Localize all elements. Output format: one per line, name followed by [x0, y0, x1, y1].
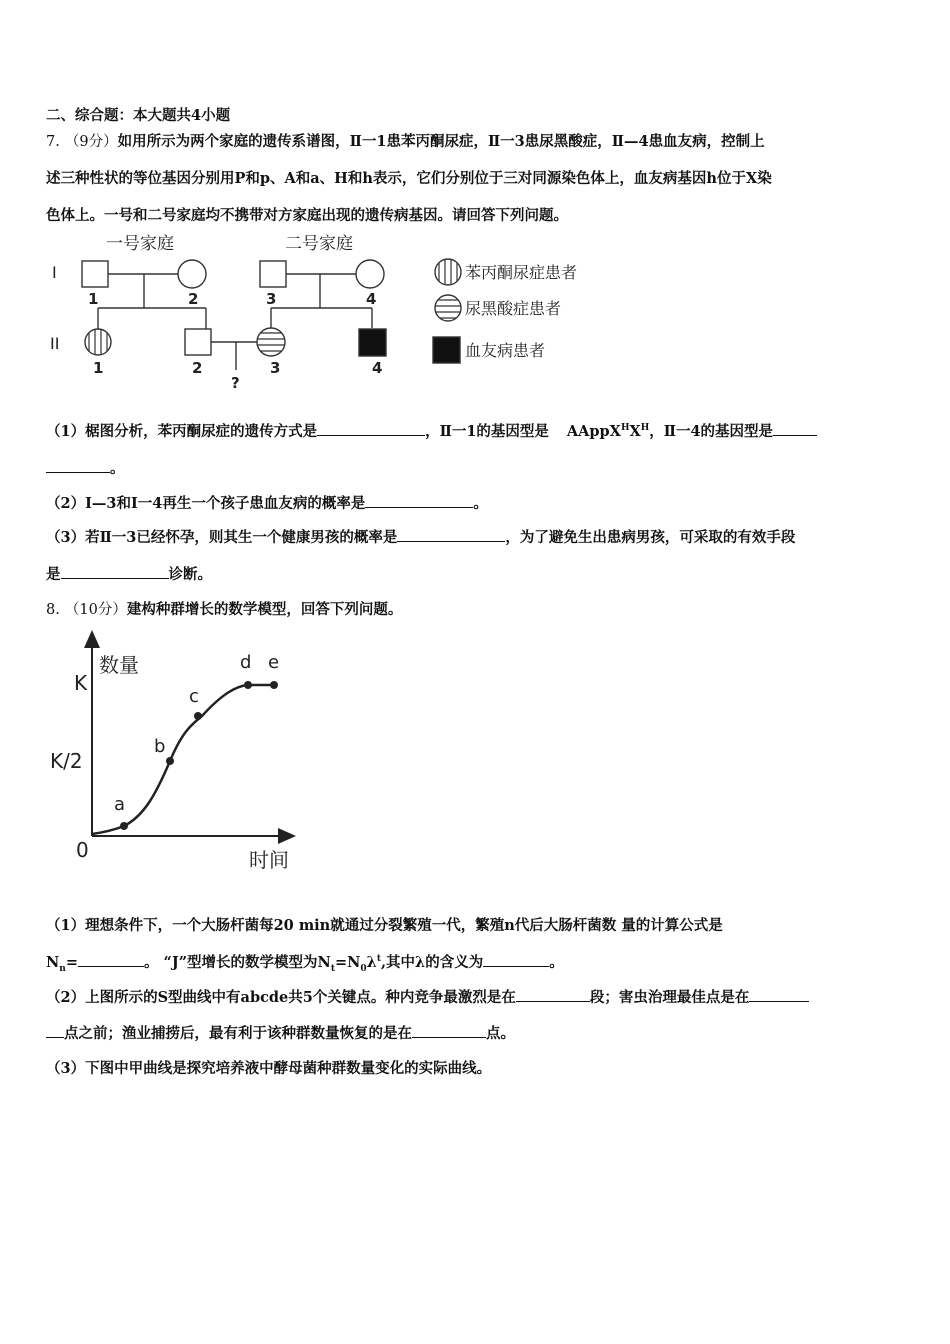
q7-sub1-text-c: ，Ⅱ一4的基因型是	[649, 423, 774, 440]
q7-sub1-blank-2-cont[interactable]	[46, 458, 110, 473]
q7-intro-1: 如用所示为两个家庭的遗传系谱图，Ⅱ一1患苯丙酮尿症，Ⅱ一3患尿黑酸症，Ⅱ—4患血友病，控制上	[117, 133, 765, 150]
q8-sub2-blank-2[interactable]	[749, 987, 809, 1002]
gen-i-label: I	[52, 263, 57, 282]
q7-sub3-line-2	[46, 563, 212, 584]
q8-intro-line	[46, 598, 402, 619]
q7-sub3-text-a: （3）若Ⅱ一3已经怀孕，则其生一个健康男孩的概率是	[46, 529, 398, 546]
label-i1: 1	[88, 290, 99, 308]
q8-score: （10分）	[64, 602, 127, 618]
y-axis-label: 数量	[99, 653, 139, 677]
legend-alkaptonuria-symbol	[435, 295, 461, 321]
label-i3: 3	[266, 290, 277, 308]
label-ii2: 2	[192, 359, 203, 377]
q7-intro-3: 色体上。一号和二号家庭均不携带对方家庭出现的遗传病基因。请回答下列问题。	[46, 207, 568, 224]
k-half-label: K/2	[50, 749, 83, 773]
q7-sub3-text-b: ，为了避免生出患病男孩，可采取的有效手段	[505, 529, 796, 546]
point-b	[166, 757, 174, 765]
f1-i2-female	[178, 260, 206, 288]
f2-i4-female	[356, 260, 384, 288]
q8-number: 8.	[46, 602, 60, 618]
q7-sub1-line	[46, 420, 817, 441]
q7-sub1-blank-1[interactable]	[317, 421, 425, 436]
label-ii3: 3	[270, 359, 281, 377]
f2-ii4-hemophilia-male	[359, 329, 386, 356]
point-c-label: c	[189, 686, 199, 707]
q8-sub1-line: （1）理想条件下，一个大肠杆菌每20 min就通过分裂繁殖一代，繁殖n代后大肠杆菌数 量的计算公式是	[46, 917, 723, 934]
f2-i3-male	[260, 261, 286, 287]
label-i2: 2	[188, 290, 199, 308]
q8-sub2-line-2: 点之前；渔业捕捞后，最有利于该种群数量恢复的是在 点。	[46, 1022, 515, 1043]
f1-i1-male	[82, 261, 108, 287]
q7-score: （9分）	[64, 134, 118, 150]
legend-hemophilia-label: 血友病患者	[465, 341, 546, 360]
origin-label: 0	[76, 838, 89, 862]
q7-sub3-text-c: 是	[46, 566, 61, 583]
q7-number: 7.	[46, 134, 60, 150]
gen-ii-label: II	[50, 334, 60, 353]
pedigree-diagram	[44, 230, 604, 394]
q7-sub3-blank-1[interactable]	[397, 527, 505, 542]
x-axis-label: 时间	[249, 848, 289, 872]
q7-sub3-text-d: 诊断。	[168, 566, 212, 583]
q8-sub1-blank-1[interactable]	[78, 952, 144, 967]
point-a-label: a	[114, 794, 126, 815]
f1-ii2-male	[185, 329, 211, 355]
q7-sub1-genotype: $AAppX^HX^H$	[566, 423, 650, 440]
q7-sub1-text-a: （1）椐图分析，苯丙酮尿症的遗传方式是	[46, 423, 318, 440]
legend-pku-label: 苯丙酮尿症患者	[465, 263, 578, 282]
q7-sub3-blank-2[interactable]	[61, 564, 169, 579]
q8-sub2-blank-1[interactable]	[516, 987, 590, 1002]
q7-intro-2: 述三种性状的等位基因分别用P和p、A和a、H和h表示，它们分别位于三对同源染色体上，血友病基因h位于X染	[46, 170, 772, 187]
q7-sub1-line-2	[46, 457, 125, 478]
q7-sub2-line	[46, 492, 488, 513]
q7-sub2-blank[interactable]	[365, 493, 473, 508]
point-a	[120, 822, 128, 830]
family2-title: 二号家庭	[285, 234, 353, 254]
section-header: 二、综合题：本大题共4小题	[46, 107, 231, 124]
s-curve-graph	[44, 624, 314, 880]
q8-sub1-blank-2[interactable]	[483, 952, 549, 967]
k-label: K	[74, 671, 88, 695]
q8-sub1-line-2: $N_n=$ 。 “J”型增长的数学模型为$N_t=N_0\lambda^t$,其中λ的含义为 。	[46, 954, 564, 974]
label-ii1: 1	[93, 359, 104, 377]
q7-intro-line-1	[46, 130, 765, 151]
f2-ii3-alkaptonuria-female	[257, 328, 285, 356]
point-c	[194, 712, 202, 720]
family1-title: 一号家庭	[106, 234, 174, 254]
point-e-label: e	[268, 652, 280, 673]
point-b-label: b	[154, 736, 166, 757]
q7-sub1-text-b: ，Ⅱ一1的基因型是	[425, 423, 549, 440]
label-ii4: 4	[372, 359, 383, 377]
legend-hemophilia-symbol	[433, 337, 460, 363]
q8-sub2-line: （2）上图所示的S型曲线中有abcde共5个关键点。种内竞争最激烈是在 段；害虫治理最佳点是在	[46, 986, 809, 1007]
q7-sub1-text-d: 。	[110, 460, 125, 477]
label-unknown-child: ?	[231, 374, 240, 392]
q7-sub3-line	[46, 526, 795, 547]
point-e	[270, 681, 278, 689]
label-i4: 4	[366, 290, 377, 308]
point-d-label: d	[240, 652, 252, 673]
q8-sub3-line: （3）下图中甲曲线是探究培养液中酵母菌种群数量变化的实际曲线。	[46, 1060, 492, 1077]
q7-sub2-text-b: 。	[473, 495, 488, 512]
q7-sub2-text-a: （2）Ⅰ—3和Ⅰ一4再生一个孩子患血友病的概率是	[46, 495, 366, 512]
q8-sub2-blank-3[interactable]	[412, 1023, 486, 1038]
q8-sub2-blank-2-cont[interactable]	[46, 1023, 64, 1038]
q7-sub1-blank-2[interactable]	[773, 421, 817, 436]
point-d	[244, 681, 252, 689]
legend-alkaptonuria-label: 尿黑酸症患者	[465, 299, 562, 318]
q8-intro: 建构种群增长的数学模型，回答下列问题。	[126, 601, 403, 618]
